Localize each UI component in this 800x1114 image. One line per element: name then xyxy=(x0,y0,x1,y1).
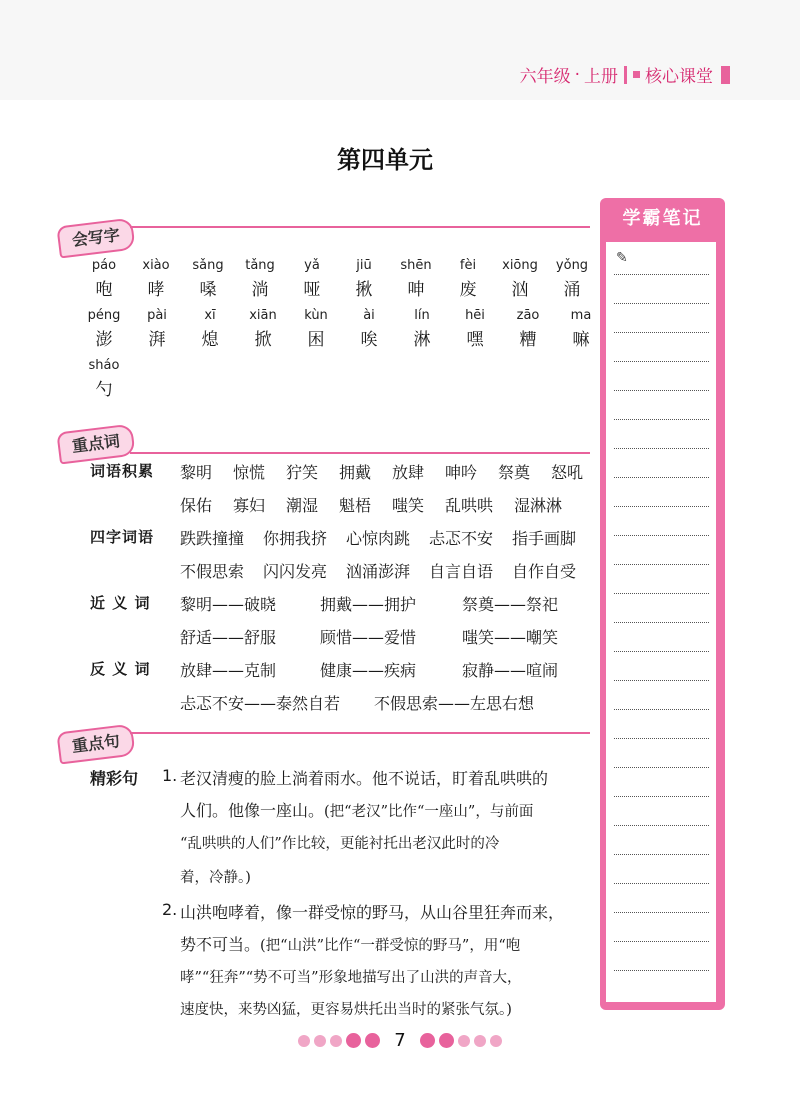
note-line xyxy=(614,709,709,710)
note-line xyxy=(614,390,709,391)
label-word-accum: 词语积累 xyxy=(90,462,155,480)
synonym-pair-item: 祭奠——祭祀 xyxy=(462,595,559,614)
label-sentences: 精彩句 xyxy=(90,769,139,788)
sentence-1-note-line-4: 着，冷静。) xyxy=(180,870,251,886)
char-cell xyxy=(236,258,284,300)
note-line xyxy=(614,419,709,420)
section-tag-key-words: 重点词 xyxy=(56,423,135,464)
note-line xyxy=(614,622,709,623)
char-cell xyxy=(132,258,180,300)
char-cell xyxy=(186,308,234,350)
char-cell xyxy=(392,258,440,300)
char-cell xyxy=(345,308,393,350)
note-line xyxy=(614,651,709,652)
note-line xyxy=(614,738,709,739)
footer-dot xyxy=(298,1035,310,1047)
char-cell xyxy=(80,358,128,400)
antonym-pair-item: 健康——疾病 xyxy=(320,661,417,680)
char-cell xyxy=(80,308,128,350)
footer-dot xyxy=(490,1035,502,1047)
header-dot: · xyxy=(574,64,580,85)
word-accum-item: 寡妇 xyxy=(233,496,266,515)
sentence-1-line-2: 人们。他像一座山。(把“老汉”比作“一座山”，与前面 xyxy=(180,801,534,820)
note-line xyxy=(614,825,709,826)
pinyin: hēi xyxy=(465,308,485,323)
note-line xyxy=(614,680,709,681)
footer-dot xyxy=(458,1035,470,1047)
pinyin: jiū xyxy=(356,258,372,273)
sentence-1-line-1: 老汉清瘦的脸上淌着雨水。他不说话，盯着乱哄哄的 xyxy=(180,769,549,788)
word-accum-item: 乱哄哄 xyxy=(445,496,494,515)
pencil-icon: ✎ xyxy=(616,250,628,266)
hanzi: 唉 xyxy=(360,330,378,350)
hanzi: 糟 xyxy=(519,330,537,350)
synonym-pair-item: 黎明——破晓 xyxy=(180,595,277,614)
four-char-word-item: 跌跌撞撞 xyxy=(180,529,245,548)
pinyin: xiān xyxy=(249,308,277,323)
note-line xyxy=(614,941,709,942)
word-accum-item: 魁梧 xyxy=(339,496,372,515)
hanzi: 哑 xyxy=(303,280,321,300)
char-cell xyxy=(398,308,446,350)
four-char-word-item: 闪闪发亮 xyxy=(263,562,328,581)
pinyin: xiōng xyxy=(502,258,538,273)
four-char-word-item: 自言自语 xyxy=(429,562,494,581)
char-cell xyxy=(133,308,181,350)
header xyxy=(520,62,730,87)
pinyin: yǎ xyxy=(304,258,320,273)
word-accum-item: 黎明 xyxy=(180,463,213,482)
footer-dot xyxy=(474,1035,486,1047)
word-accum-item: 保佑 xyxy=(180,496,213,515)
word-accum-item: 湿淋淋 xyxy=(514,496,563,515)
header-series: 核心课堂 xyxy=(645,67,713,87)
word-accum-item: 呻吟 xyxy=(445,463,478,482)
page-footer xyxy=(0,1030,800,1051)
sentence-1-note-line-3: “乱哄哄的人们”作比较，更能衬托出老汉此时的冷 xyxy=(180,836,500,852)
pinyin: shēn xyxy=(400,258,432,273)
four-char-word-item: 忐忑不安 xyxy=(429,529,494,548)
note-line xyxy=(614,448,709,449)
word-accum-item: 祭奠 xyxy=(498,463,531,482)
antonym-pair-item: 忐忑不安——泰然自若 xyxy=(180,694,341,713)
pinyin: kùn xyxy=(304,308,328,323)
hanzi: 勺 xyxy=(95,380,113,400)
hanzi: 汹 xyxy=(511,280,529,300)
pinyin: ài xyxy=(363,308,375,323)
hanzi: 哮 xyxy=(147,280,165,300)
footer-dot xyxy=(439,1033,454,1048)
section-tag-write-chars: 会写字 xyxy=(56,217,135,258)
note-line xyxy=(614,767,709,768)
note-line xyxy=(614,796,709,797)
char-cell xyxy=(444,258,492,300)
four-char-word-item: 自作自受 xyxy=(512,562,577,581)
unit-title: 第四单元 xyxy=(337,146,433,174)
footer-dot xyxy=(330,1035,342,1047)
note-line xyxy=(614,854,709,855)
header-square-icon xyxy=(633,71,640,78)
label-antonyms: 反 义 词 xyxy=(90,660,151,678)
word-accum-item: 怒吼 xyxy=(551,463,584,482)
note-line xyxy=(614,303,709,304)
word-accum-item: 惊慌 xyxy=(233,463,266,482)
char-cell xyxy=(496,258,544,300)
sentence-2-line-2: 势不可当。(把“山洪”比作“一群受惊的野马”，用“咆 xyxy=(180,935,521,954)
note-line xyxy=(614,361,709,362)
page-number: 7 xyxy=(394,1030,406,1051)
hanzi: 揪 xyxy=(355,280,373,300)
four-char-word-item: 汹涌澎湃 xyxy=(346,562,411,581)
hanzi: 湃 xyxy=(148,330,166,350)
hanzi: 澎 xyxy=(95,330,113,350)
section-tag-key-sentences: 重点句 xyxy=(56,723,135,764)
hanzi: 嘿 xyxy=(466,330,484,350)
word-accum-item: 嗤笑 xyxy=(392,496,425,515)
sentence-2-note-line-3: 哮”“狂奔”“势不可当”形象地描写出了山洪的声音大， xyxy=(180,970,522,986)
char-cell xyxy=(239,308,287,350)
hanzi: 淌 xyxy=(251,280,269,300)
note-line xyxy=(614,970,709,971)
note-line xyxy=(614,883,709,884)
hanzi: 淋 xyxy=(413,330,431,350)
section-divider xyxy=(130,732,590,734)
hanzi: 嘛 xyxy=(572,330,590,350)
footer-dot xyxy=(346,1033,361,1048)
label-four-char: 四字词语 xyxy=(90,528,155,546)
char-cell xyxy=(557,308,605,350)
label-synonyms: 近 义 词 xyxy=(90,594,151,612)
four-char-word-item: 不假思索 xyxy=(180,562,245,581)
word-accum-item: 狞笑 xyxy=(286,463,319,482)
note-line xyxy=(614,332,709,333)
footer-dot xyxy=(365,1033,380,1048)
hanzi: 涌 xyxy=(563,280,581,300)
four-char-word-item: 指手画脚 xyxy=(512,529,577,548)
section-divider xyxy=(130,226,590,228)
char-cell xyxy=(548,258,596,300)
note-line xyxy=(614,564,709,565)
sentence-1-number: 1. xyxy=(162,766,178,785)
hanzi: 咆 xyxy=(95,280,113,300)
pinyin: sháo xyxy=(88,358,120,373)
synonym-pair-item: 舒适——舒服 xyxy=(180,628,277,647)
notes-panel xyxy=(600,198,725,1010)
antonym-pair-item: 放肆——克制 xyxy=(180,661,277,680)
notes-area xyxy=(606,242,716,1002)
four-char-word-item: 你拥我挤 xyxy=(263,529,328,548)
hanzi: 废 xyxy=(459,280,477,300)
note-line xyxy=(614,535,709,536)
sentence-2-note-line-4: 速度快，来势凶猛，更容易烘托出当时的紧张气氛。) xyxy=(180,1002,512,1018)
header-volume: 上册 xyxy=(584,67,618,87)
pinyin: sǎng xyxy=(192,258,224,273)
synonym-pair-item: 顾惜——爱惜 xyxy=(320,628,417,647)
antonym-pair-item: 不假思索——左思右想 xyxy=(374,694,535,713)
section-divider xyxy=(130,452,590,454)
four-char-word-item: 心惊肉跳 xyxy=(346,529,411,548)
hanzi: 嗓 xyxy=(199,280,217,300)
char-cell xyxy=(184,258,232,300)
note-line xyxy=(614,506,709,507)
note-line xyxy=(614,477,709,478)
hanzi: 掀 xyxy=(254,330,272,350)
pinyin: fèi xyxy=(459,258,477,273)
pinyin: xī xyxy=(204,308,216,323)
note-line xyxy=(614,912,709,913)
pinyin: zāo xyxy=(516,308,540,323)
pinyin: xiào xyxy=(142,258,170,273)
header-tail-bar xyxy=(721,66,730,84)
word-accum-item: 拥戴 xyxy=(339,463,372,482)
pinyin: péng xyxy=(87,308,121,323)
char-cell xyxy=(292,308,340,350)
char-cell xyxy=(451,308,499,350)
header-grade: 六年级 xyxy=(519,67,571,87)
synonym-pair-item: 嗤笑——嘲笑 xyxy=(462,628,559,647)
notes-title: 学霸笔记 xyxy=(622,208,703,229)
hanzi: 熄 xyxy=(201,330,219,350)
header-separator xyxy=(624,66,627,84)
note-line xyxy=(614,274,709,275)
pinyin: yǒng xyxy=(555,258,589,273)
char-cell xyxy=(288,258,336,300)
pinyin: tǎng xyxy=(245,258,275,273)
antonym-pair-item: 寂静——喧闹 xyxy=(462,661,559,680)
pinyin: lín xyxy=(414,308,430,323)
footer-dot xyxy=(420,1033,435,1048)
pinyin: pài xyxy=(147,308,167,323)
note-line xyxy=(614,593,709,594)
pinyin: ma xyxy=(570,308,592,323)
char-cell xyxy=(340,258,388,300)
char-cell xyxy=(504,308,552,350)
word-accum-item: 潮湿 xyxy=(286,496,319,515)
hanzi: 困 xyxy=(307,330,325,350)
synonym-pair-item: 拥戴——拥护 xyxy=(320,595,417,614)
char-cell xyxy=(80,258,128,300)
sentence-2-number: 2. xyxy=(162,900,178,919)
pinyin: páo xyxy=(91,258,117,273)
sentence-2-line-1: 山洪咆哮着，像一群受惊的野马，从山谷里狂奔而来， xyxy=(180,903,565,922)
footer-dot xyxy=(314,1035,326,1047)
hanzi: 呻 xyxy=(407,280,425,300)
word-accum-item: 放肆 xyxy=(392,463,425,482)
